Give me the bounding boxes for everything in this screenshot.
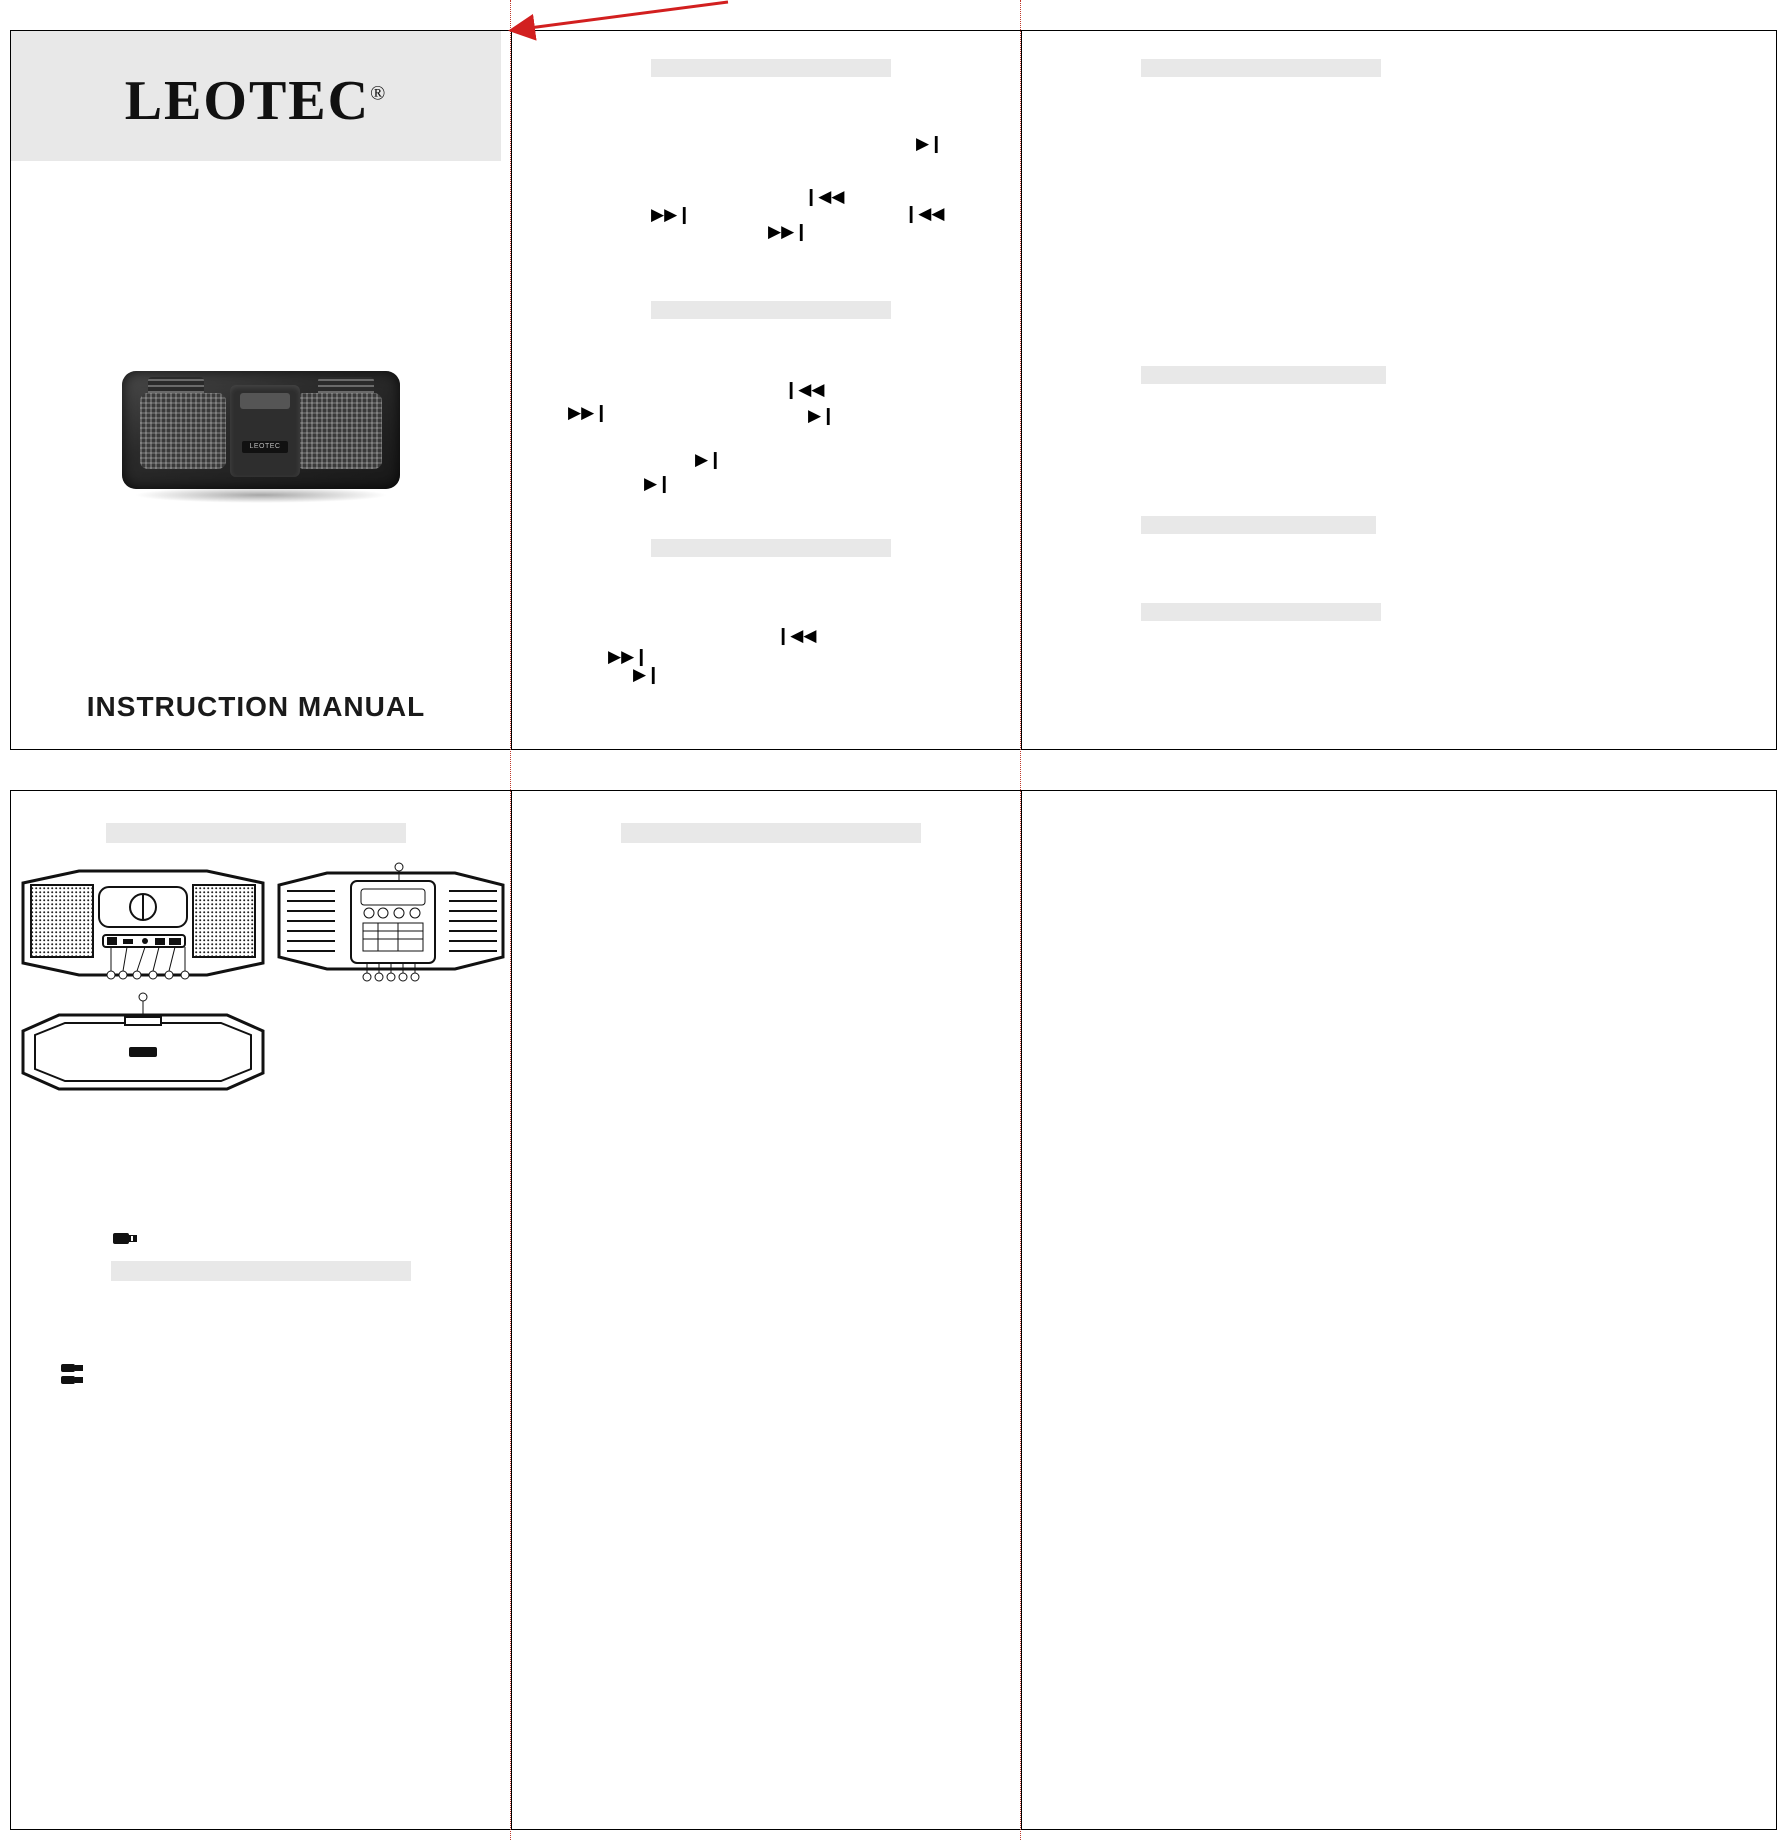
- panel-divider-2: [1021, 31, 1022, 749]
- section-heading-10: [621, 823, 921, 843]
- section-heading-9: [111, 1261, 411, 1281]
- fold-line-left: [510, 0, 511, 1840]
- play-pause-icon: ▶❙: [633, 665, 661, 685]
- section-heading-4: [1141, 59, 1381, 77]
- power-plug-icon: [59, 1361, 93, 1387]
- brand-name: LEOTEC: [124, 70, 371, 132]
- section-heading-3: [651, 539, 891, 557]
- next-icon: ▶▶❙: [608, 647, 649, 667]
- previous-icon: ❙◀◀: [804, 187, 845, 207]
- product-photo: [116, 361, 406, 521]
- brand-logo: [11, 69, 501, 133]
- play-pause-icon: ▶❙: [644, 474, 672, 494]
- speaker-rear-view-diagram: [273, 859, 511, 983]
- fold-line-right: [1020, 0, 1021, 1840]
- panel-divider-4: [1021, 791, 1022, 1829]
- next-icon: ▶▶❙: [768, 222, 809, 242]
- previous-icon: ❙◀◀: [784, 380, 825, 400]
- panel-divider-3: [511, 791, 512, 1829]
- usb-drive-icon: [111, 1229, 141, 1247]
- speaker-grill-right: [296, 393, 382, 469]
- play-pause-icon: ▶❙: [808, 406, 836, 426]
- speaker-control-panel: [240, 393, 290, 409]
- section-heading-8: [106, 823, 406, 843]
- previous-icon: ❙◀◀: [776, 626, 817, 646]
- sheet-top: [10, 30, 1777, 750]
- next-icon: ▶▶❙: [568, 403, 609, 423]
- speaker-center-module: [230, 385, 300, 477]
- speaker-logo-badge: LEOTEC: [242, 441, 288, 453]
- section-heading-6: [1141, 516, 1376, 534]
- photo-shadow: [134, 487, 388, 503]
- speaker-body: [122, 371, 400, 489]
- section-heading-7: [1141, 603, 1381, 621]
- speaker-grill-left: [140, 393, 226, 469]
- play-pause-icon: ▶❙: [695, 450, 723, 470]
- sheet-bottom: [10, 790, 1777, 1830]
- registered-mark: ®: [370, 82, 388, 105]
- page-title: INSTRUCTION MANUAL: [86, 691, 426, 722]
- panel-divider-1: [511, 31, 512, 749]
- play-pause-icon: ▶❙: [916, 134, 944, 154]
- section-heading-1: [651, 59, 891, 77]
- section-heading-2: [651, 301, 891, 319]
- speaker-front-view-diagram: [19, 863, 267, 983]
- next-icon: ▶▶❙: [651, 205, 692, 225]
- section-heading-5: [1141, 366, 1386, 384]
- previous-icon: ❙◀◀: [904, 204, 945, 224]
- speaker-bottom-view-diagram: [19, 991, 267, 1096]
